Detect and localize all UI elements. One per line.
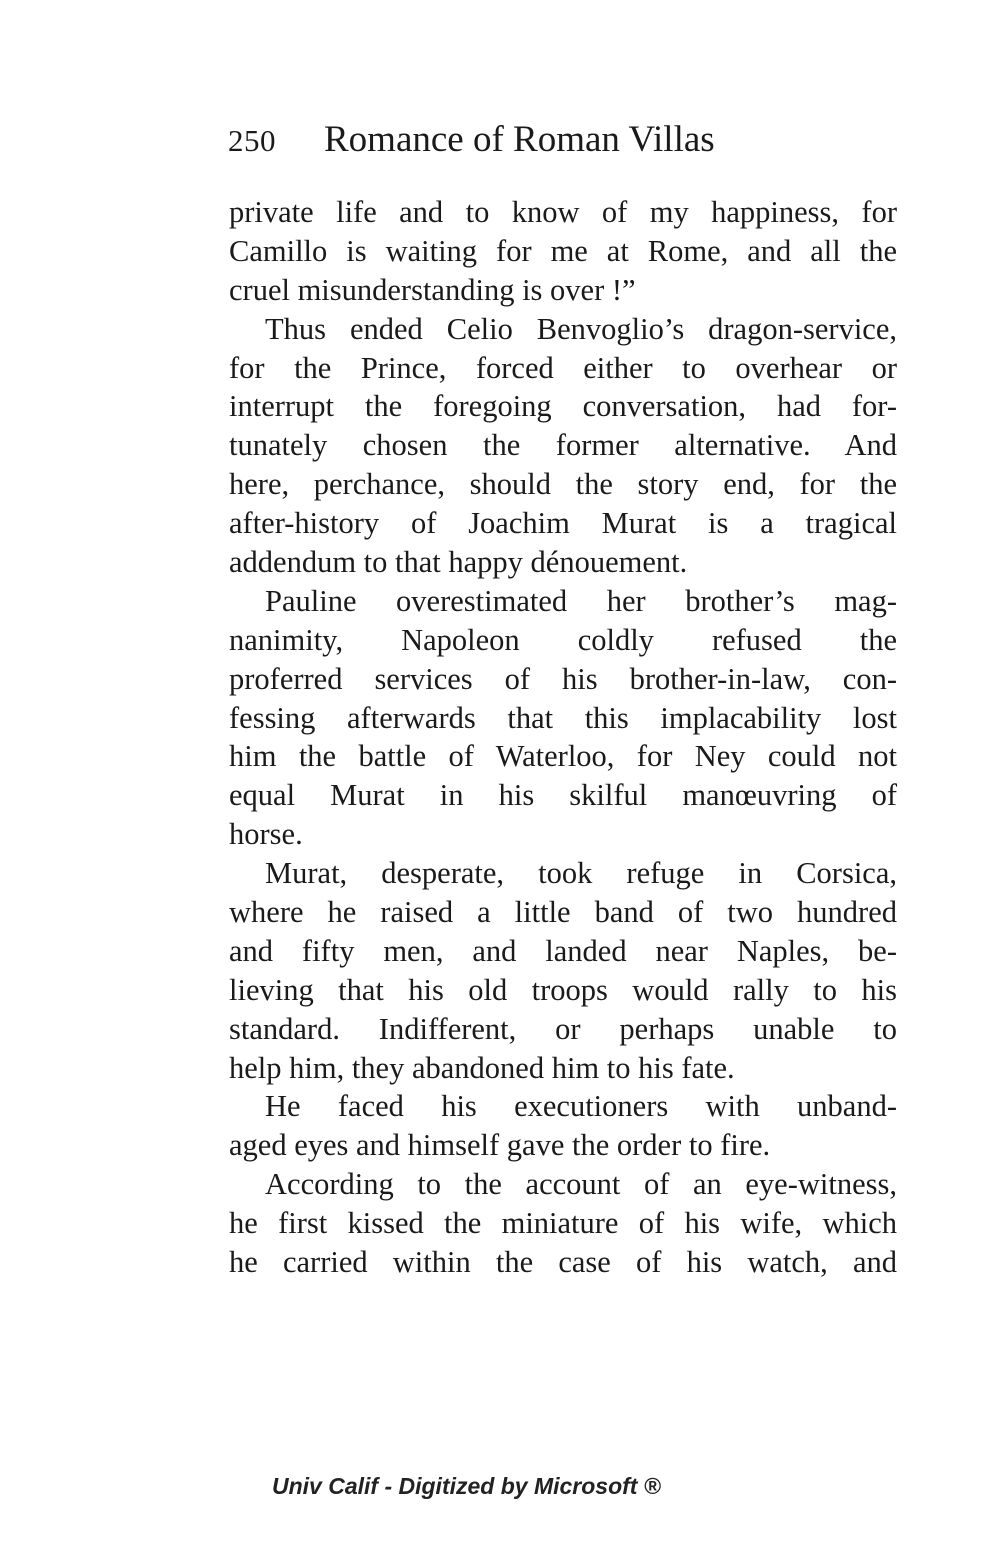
text-line: where he raised a little band of two hundred [229,895,897,930]
running-title: Romance of Roman Villas [324,119,715,160]
text-line: fessing afterwards that this implacability lost [229,700,897,735]
page-number: 250 [228,123,276,158]
text-line: tunately chosen the former alternative. And [229,428,897,463]
text-line: and fifty men, and landed near Naples, be- [229,933,897,968]
paragraph-start-line: According to the account of an eye-witness, [265,1167,897,1202]
text-line: here, perchance, should the story end, for the [229,467,897,502]
text-line: addendum to that happy dénouement. [229,545,688,580]
text-line: equal Murat in his skilful manœuvring of [229,778,897,813]
text-line: him the battle of Waterloo, for Ney could not [229,739,897,774]
paragraph-start-line: Pauline overestimated her brother’s mag- [265,583,897,618]
digitization-watermark: Univ Calif - Digitized by Microsoft ® [272,1473,661,1499]
text-line: he carried within the case of his watch, and [229,1245,897,1280]
paragraph-start-line: Thus ended Celio Benvoglio’s dragon-service, [265,311,897,346]
text-line: interrupt the foregoing conversation, had for- [229,389,897,424]
text-line: aged eyes and himself gave the order to fire. [229,1128,771,1163]
text-line: lieving that his old troops would rally to his [229,972,897,1007]
paragraph-start-line: He faced his executioners with unband- [265,1089,897,1124]
text-line: proferred services of his brother-in-law, con- [229,661,897,696]
paragraph-start-line: Murat, desperate, took refuge in Corsica, [265,856,897,891]
text-line: help him, they abandoned him to his fate. [229,1050,735,1085]
text-line: for the Prince, forced either to overhear or [229,350,897,385]
text-line: private life and to know of my happiness, for [229,195,897,229]
text-line: standard. Indifferent, or perhaps unable to [229,1011,897,1046]
text-line: he first kissed the miniature of his wife, which [229,1206,897,1241]
text-line: after-history of Joachim Murat is a tragical [229,506,897,541]
running-header [228,118,908,168]
text-line: horse. [229,817,303,852]
text-line: cruel misunderstanding is over !” [229,272,636,307]
text-line: nanimity, Napoleon coldly refused the [229,622,897,657]
body-text [229,193,897,1282]
text-line: Camillo is waiting for me at Rome, and all the [229,233,897,268]
